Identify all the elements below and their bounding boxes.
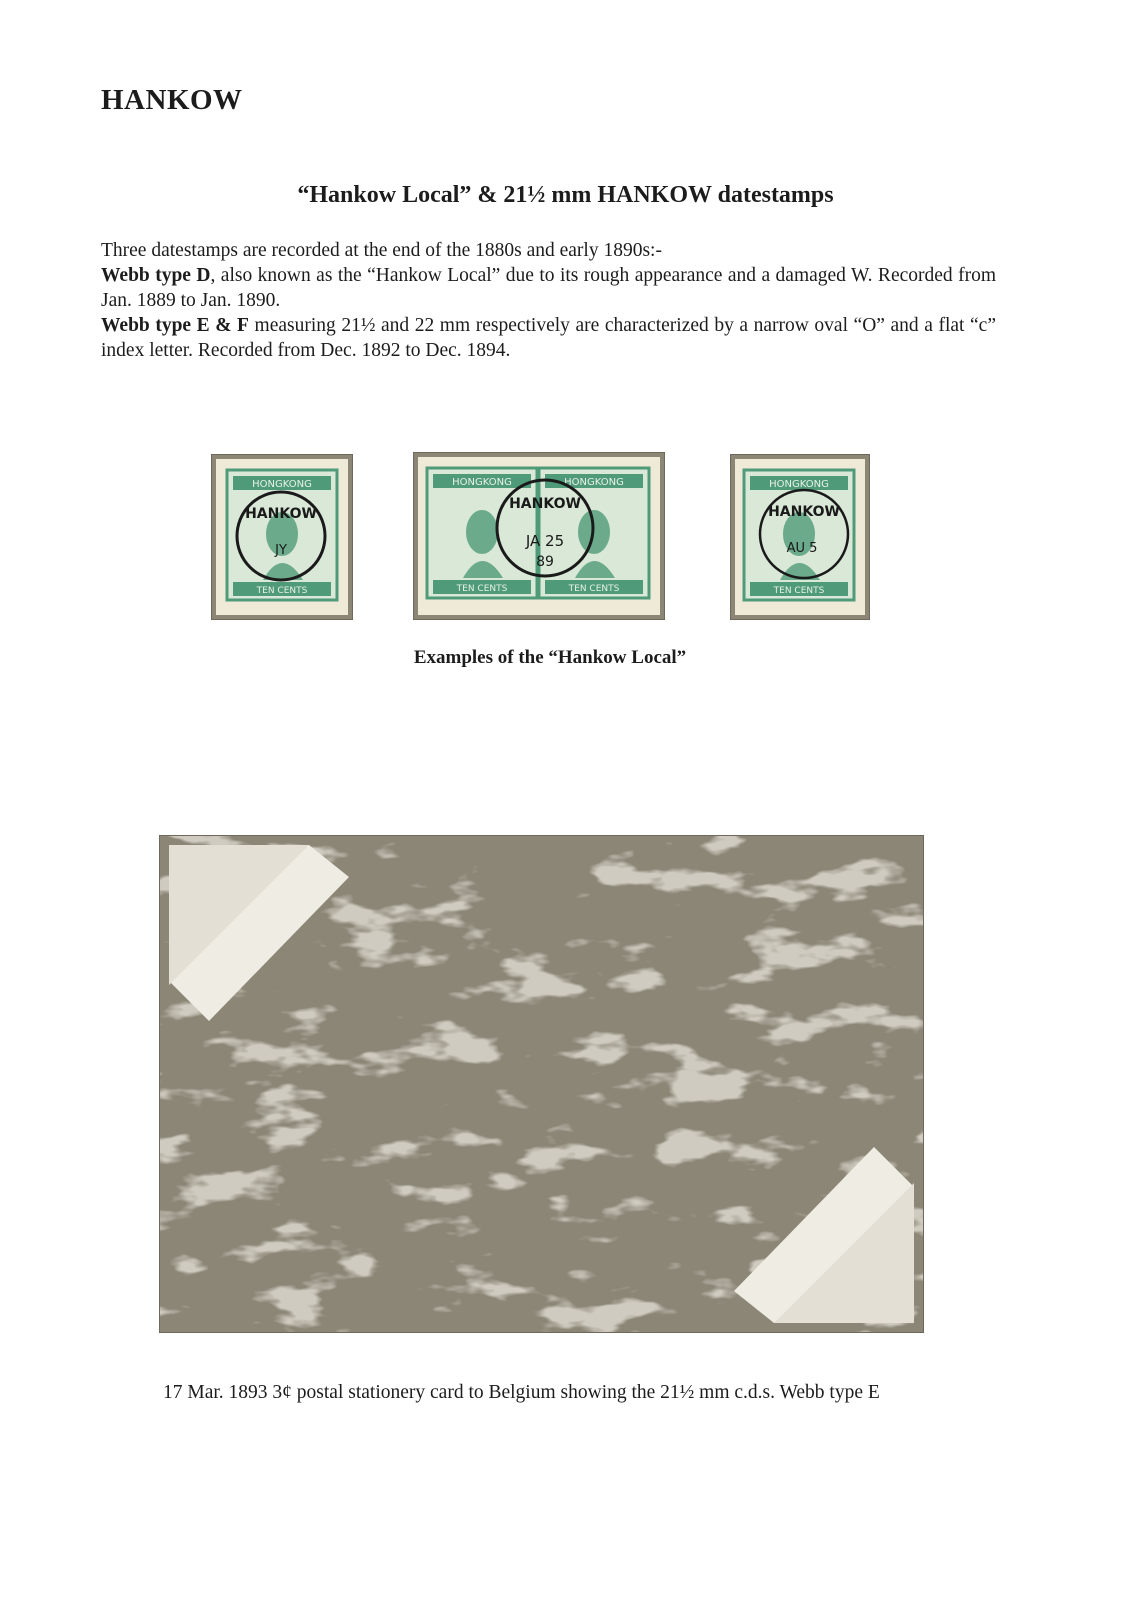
section-title: HANKOW xyxy=(101,84,243,116)
stamp-3-date: AU 5 xyxy=(786,541,818,556)
stamp-2-image xyxy=(413,452,665,620)
stamp-mount-3 xyxy=(730,454,870,620)
stamp-2a-country: HONGKONG xyxy=(452,477,512,488)
page-subtitle: “Hankow Local” & 21½ mm HANKOW datestamps xyxy=(297,182,834,208)
type-ef-text: measuring 21½ and 22 mm respectively are characterized by a narrow oval “O” and a flat “c” index letter. Recorded from Dec. 1892 to Dec. 1894. xyxy=(101,315,996,361)
postcard-caption: 17 Mar. 1893 3¢ postal stationery card to Belgium showing the 21½ mm c.d.s. Webb type E xyxy=(163,1382,880,1403)
type-ef-paragraph xyxy=(101,313,996,363)
type-d-label: Webb type D xyxy=(101,265,211,286)
marbled-mount-image xyxy=(159,835,924,1333)
stamp-1-date: JY xyxy=(275,543,287,558)
stamp-1-country: HONGKONG xyxy=(252,479,312,490)
stamp-2-date: JA 25 xyxy=(525,532,565,550)
stamp-2b-country: HONGKONG xyxy=(564,477,624,488)
stamp-1-image xyxy=(211,454,353,620)
type-d-paragraph xyxy=(101,263,996,313)
stamp-3-postmark: HANKOW xyxy=(768,504,840,520)
stamp-2-postmark: HANKOW xyxy=(509,496,581,512)
stamp-1-denomination: TEN CENTS xyxy=(256,586,308,596)
stamp-3-country: HONGKONG xyxy=(769,479,829,490)
stamp-1-postmark: HANKOW xyxy=(245,506,317,522)
stamp-2b-denomination: TEN CENTS xyxy=(568,584,620,594)
intro-paragraph xyxy=(101,238,996,363)
type-d-text: , also known as the “Hankow Local” due to its rough appearance and a damaged W. Recorded from Jan. 1889 to Jan. 1890. xyxy=(101,265,996,311)
type-ef-label: Webb type E & F xyxy=(101,315,249,336)
intro-line: Three datestamps are recorded at the end of the 1880s and early 1890s:- xyxy=(101,240,662,261)
stamp-2a-denomination: TEN CENTS xyxy=(456,584,508,594)
stamp-mount-1 xyxy=(211,454,353,620)
stamp-2-year: 89 xyxy=(536,554,554,570)
stamp-mount-2 xyxy=(413,452,665,620)
stamp-3-denomination: TEN CENTS xyxy=(773,586,825,596)
postcard-mount xyxy=(159,835,924,1333)
stamp-3-image xyxy=(730,454,870,620)
stamps-caption: Examples of the “Hankow Local” xyxy=(413,647,687,668)
